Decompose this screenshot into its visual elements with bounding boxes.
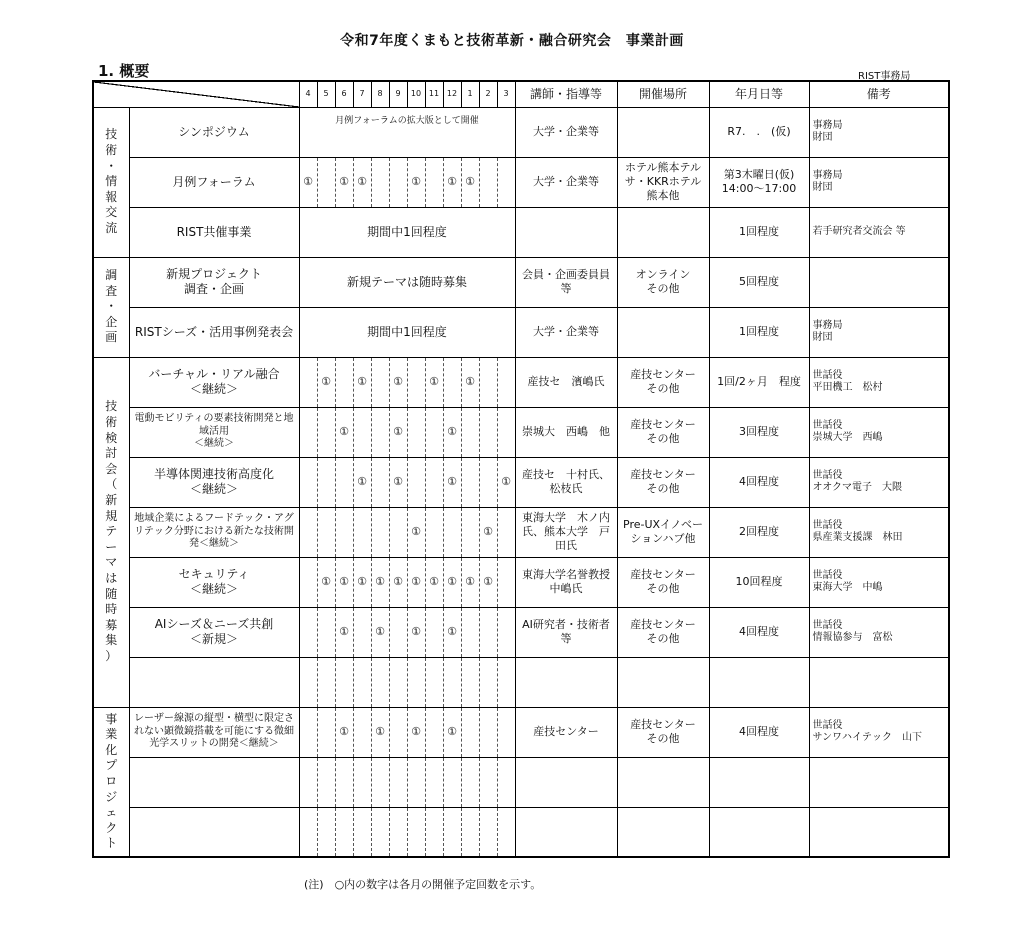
instructor-cell <box>515 207 617 257</box>
schedule-span: 新規テーマは随時募集 <box>299 257 515 307</box>
meeting-count-mark: ① <box>321 374 331 388</box>
remarks-header: 備考 <box>809 81 949 107</box>
instructor-cell: 大学・企業等 <box>515 107 617 157</box>
month-cell <box>407 707 425 757</box>
month-cell <box>461 707 479 757</box>
month-cell <box>299 557 317 607</box>
venue-cell: オンライン その他 <box>617 257 709 307</box>
empty-row <box>93 657 949 707</box>
date-cell: 第3木曜日(仮) 14:00～17:00 <box>709 157 809 207</box>
item-name <box>129 757 299 807</box>
month-cell <box>353 357 371 407</box>
month-cell <box>317 507 335 557</box>
venue-cell <box>617 757 709 807</box>
plan-row <box>93 207 949 257</box>
month-cell <box>389 557 407 607</box>
instructor-cell <box>515 657 617 707</box>
month-header: 3 <box>497 81 515 107</box>
month-cell <box>407 557 425 607</box>
month-cell <box>407 357 425 407</box>
meeting-count-mark: ① <box>411 174 421 188</box>
date-cell: 1回程度 <box>709 307 809 357</box>
month-cell <box>443 457 461 507</box>
schedule-span: 期間中1回程度 <box>299 207 515 257</box>
remarks-cell: 世話役 崇城大学 西嶋 <box>809 407 949 457</box>
instructor-cell: 崇城大 西嶋 他 <box>515 407 617 457</box>
month-cell <box>317 357 335 407</box>
month-cell <box>407 657 425 707</box>
month-cell <box>479 357 497 407</box>
meeting-count-mark: ① <box>321 574 331 588</box>
month-cell <box>335 807 353 857</box>
month-cell <box>497 507 515 557</box>
meeting-count-mark: ① <box>483 574 493 588</box>
item-name: 電動モビリティの要素技術開発と地域活用 ＜継続＞ <box>129 407 299 457</box>
group-label: 調 査 ・ 企 画 <box>93 257 129 357</box>
month-cell <box>443 407 461 457</box>
venue-cell: 産技センター その他 <box>617 607 709 657</box>
plan-row <box>93 107 949 157</box>
document-title: 令和7年度くまもと技術革新・融合研究会 事業計画 <box>340 33 684 49</box>
month-cell <box>497 457 515 507</box>
instructor-cell: 産技セ 十村氏、松枝氏 <box>515 457 617 507</box>
plan-table <box>92 80 950 858</box>
month-cell <box>353 657 371 707</box>
remarks-cell <box>809 257 949 307</box>
date-cell: 1回/2ヶ月 程度 <box>709 357 809 407</box>
month-cell <box>497 807 515 857</box>
month-cell <box>407 507 425 557</box>
item-name: バーチャル・リアル融合 ＜継続＞ <box>129 357 299 407</box>
month-cell <box>443 807 461 857</box>
month-cell <box>335 457 353 507</box>
empty-row <box>93 807 949 857</box>
venue-cell: 産技センター その他 <box>617 707 709 757</box>
month-cell <box>371 657 389 707</box>
meeting-count-mark: ① <box>447 474 457 488</box>
month-header: 7 <box>353 81 371 107</box>
date-cell: 3回程度 <box>709 407 809 457</box>
month-cell <box>389 457 407 507</box>
venue-cell: 産技センター その他 <box>617 557 709 607</box>
venue-cell: 産技センター その他 <box>617 457 709 507</box>
month-cell <box>335 757 353 807</box>
month-cell <box>299 457 317 507</box>
item-name: 月例フォーラム <box>129 157 299 207</box>
remarks-cell: 世話役 平田機工 松村 <box>809 357 949 407</box>
footnote: (注) ○内の数字は各月の開催予定回数を示す。 <box>304 878 542 891</box>
meeting-count-mark: ① <box>357 474 367 488</box>
meeting-count-mark: ① <box>339 574 349 588</box>
meeting-count-mark: ① <box>483 524 493 538</box>
meeting-count-mark: ① <box>375 624 385 638</box>
month-cell <box>353 707 371 757</box>
date-header: 年月日等 <box>709 81 809 107</box>
meeting-count-mark: ① <box>465 174 475 188</box>
venue-cell <box>617 307 709 357</box>
month-cell <box>389 157 407 207</box>
month-cell <box>389 707 407 757</box>
meeting-count-mark: ① <box>375 574 385 588</box>
month-cell <box>497 407 515 457</box>
month-cell <box>353 157 371 207</box>
month-header: 8 <box>371 81 389 107</box>
meeting-count-mark: ① <box>447 574 457 588</box>
date-cell: 5回程度 <box>709 257 809 307</box>
month-cell <box>299 607 317 657</box>
month-cell <box>497 357 515 407</box>
meeting-count-mark: ① <box>465 574 475 588</box>
meeting-count-mark: ① <box>393 474 403 488</box>
date-cell: 4回程度 <box>709 707 809 757</box>
month-cell <box>317 557 335 607</box>
month-cell <box>371 807 389 857</box>
month-cell <box>407 607 425 657</box>
month-cell <box>425 707 443 757</box>
month-cell <box>317 457 335 507</box>
meeting-count-mark: ① <box>411 574 421 588</box>
month-cell <box>317 757 335 807</box>
remarks-cell: 世話役 サンワハイテック 山下 <box>809 707 949 757</box>
meeting-count-mark: ① <box>447 724 457 738</box>
remarks-cell <box>809 657 949 707</box>
month-cell <box>371 357 389 407</box>
month-header: 6 <box>335 81 353 107</box>
month-cell <box>425 607 443 657</box>
month-cell <box>299 507 317 557</box>
plan-row <box>93 157 949 207</box>
plan-row <box>93 507 949 557</box>
item-name: 地域企業によるフードテック・アグリテック分野における新たな技術開発＜継続＞ <box>129 507 299 557</box>
month-cell <box>443 357 461 407</box>
month-cell <box>425 507 443 557</box>
month-cell <box>335 607 353 657</box>
month-cell <box>371 157 389 207</box>
meeting-count-mark: ① <box>429 574 439 588</box>
meeting-count-mark: ① <box>447 174 457 188</box>
month-cell <box>299 757 317 807</box>
month-cell <box>425 807 443 857</box>
month-cell <box>479 657 497 707</box>
month-cell <box>335 657 353 707</box>
instructor-cell: AI研究者・技術者等 <box>515 607 617 657</box>
meeting-count-mark: ① <box>339 424 349 438</box>
month-cell <box>299 407 317 457</box>
meeting-count-mark: ① <box>411 724 421 738</box>
month-cell <box>299 357 317 407</box>
date-cell: 2回程度 <box>709 507 809 557</box>
remarks-cell: 世話役 オオクマ電子 大隈 <box>809 457 949 507</box>
date-cell <box>709 657 809 707</box>
month-cell <box>389 757 407 807</box>
meeting-count-mark: ① <box>411 524 421 538</box>
venue-header: 開催場所 <box>617 81 709 107</box>
remarks-cell: 事務局 財団 <box>809 157 949 207</box>
remarks-cell: 世話役 情報協参与 富松 <box>809 607 949 657</box>
month-cell <box>497 657 515 707</box>
meeting-count-mark: ① <box>411 624 421 638</box>
remarks-cell: 世話役 東海大学 中嶋 <box>809 557 949 607</box>
venue-cell <box>617 107 709 157</box>
month-cell <box>389 607 407 657</box>
month-cell <box>407 457 425 507</box>
month-cell <box>479 607 497 657</box>
instructor-header: 講師・指導等 <box>515 81 617 107</box>
meeting-count-mark: ① <box>501 474 511 488</box>
instructor-cell: 大学・企業等 <box>515 307 617 357</box>
meeting-count-mark: ① <box>429 374 439 388</box>
month-header: 11 <box>425 81 443 107</box>
plan-row <box>93 407 949 457</box>
month-cell <box>299 657 317 707</box>
item-name: レーザー線源の縦型・横型に限定されない顕微鏡搭載を可能にする微細光学スリットの開発＜継続＞ <box>129 707 299 757</box>
month-cell <box>335 707 353 757</box>
month-cell <box>497 157 515 207</box>
instructor-cell <box>515 807 617 857</box>
meeting-count-mark: ① <box>339 174 349 188</box>
month-cell <box>335 507 353 557</box>
schedule-span: 期間中1回程度 <box>299 307 515 357</box>
month-cell <box>353 807 371 857</box>
month-cell <box>425 757 443 807</box>
venue-cell <box>617 207 709 257</box>
venue-cell <box>617 657 709 707</box>
meeting-count-mark: ① <box>375 724 385 738</box>
month-cell <box>389 407 407 457</box>
month-cell <box>461 357 479 407</box>
month-cell <box>461 407 479 457</box>
group-label: 事 業 化 プ ロ ジ ェ ク ト <box>93 707 129 857</box>
item-name <box>129 657 299 707</box>
month-cell <box>371 457 389 507</box>
month-cell <box>299 707 317 757</box>
remarks-cell: 世話役 県産業支援課 林田 <box>809 507 949 557</box>
group-label: 技 術 ・ 情 報 交 流 <box>93 107 129 257</box>
month-cell <box>353 457 371 507</box>
plan-row <box>93 307 949 357</box>
month-cell <box>353 557 371 607</box>
item-name: RIST共催事業 <box>129 207 299 257</box>
month-cell <box>371 507 389 557</box>
month-cell <box>461 757 479 807</box>
month-cell <box>479 807 497 857</box>
month-cell <box>335 407 353 457</box>
month-cell <box>443 657 461 707</box>
month-cell <box>479 407 497 457</box>
venue-cell: 産技センター その他 <box>617 407 709 457</box>
month-cell <box>479 707 497 757</box>
month-cell <box>371 607 389 657</box>
meeting-count-mark: ① <box>339 724 349 738</box>
month-cell <box>425 557 443 607</box>
month-cell <box>317 407 335 457</box>
month-cell <box>407 757 425 807</box>
month-cell <box>335 157 353 207</box>
month-cell <box>317 807 335 857</box>
month-header: 9 <box>389 81 407 107</box>
instructor-cell: 東海大学 木ノ内氏、熊本大学 戸田氏 <box>515 507 617 557</box>
month-cell <box>479 457 497 507</box>
month-cell <box>299 807 317 857</box>
month-cell <box>299 157 317 207</box>
month-cell <box>443 707 461 757</box>
date-cell: 1回程度 <box>709 207 809 257</box>
month-cell <box>389 657 407 707</box>
month-cell <box>389 507 407 557</box>
month-cell <box>443 607 461 657</box>
item-name: 半導体関連技術高度化 ＜継続＞ <box>129 457 299 507</box>
remarks-cell <box>809 757 949 807</box>
month-cell <box>479 557 497 607</box>
month-header: 12 <box>443 81 461 107</box>
month-cell <box>461 507 479 557</box>
remarks-cell: 事務局 財団 <box>809 307 949 357</box>
item-name: 新規プロジェクト 調査・企画 <box>129 257 299 307</box>
header-row <box>93 81 949 107</box>
meeting-count-mark: ① <box>357 574 367 588</box>
month-cell <box>425 657 443 707</box>
month-cell <box>461 557 479 607</box>
month-cell <box>353 757 371 807</box>
month-cell <box>497 757 515 807</box>
month-header: 1 <box>461 81 479 107</box>
month-cell <box>407 407 425 457</box>
empty-row <box>93 757 949 807</box>
month-cell <box>335 557 353 607</box>
month-cell <box>335 357 353 407</box>
group-label: 技 術 検 討 会 （ 新 規 テ ー マ は 随 時 募 集 ） <box>93 357 129 707</box>
month-cell <box>425 407 443 457</box>
instructor-cell <box>515 757 617 807</box>
month-cell <box>371 757 389 807</box>
month-cell <box>425 357 443 407</box>
month-cell <box>371 707 389 757</box>
month-cell <box>317 707 335 757</box>
venue-cell: Pre-UXイノベーションハブ他 <box>617 507 709 557</box>
month-cell <box>371 557 389 607</box>
month-cell <box>461 607 479 657</box>
plan-row <box>93 257 949 307</box>
meeting-count-mark: ① <box>357 374 367 388</box>
item-name: AIシーズ＆ニーズ共創 ＜新規＞ <box>129 607 299 657</box>
date-cell: 4回程度 <box>709 607 809 657</box>
month-cell <box>479 507 497 557</box>
month-header: 10 <box>407 81 425 107</box>
instructor-cell: 産技セ 濱嶋氏 <box>515 357 617 407</box>
date-cell: 4回程度 <box>709 457 809 507</box>
plan-row <box>93 557 949 607</box>
instructor-cell: 大学・企業等 <box>515 157 617 207</box>
month-cell <box>389 357 407 407</box>
month-cell <box>353 407 371 457</box>
meeting-count-mark: ① <box>303 174 313 188</box>
date-cell: 10回程度 <box>709 557 809 607</box>
month-cell <box>371 407 389 457</box>
item-name: シンポジウム <box>129 107 299 157</box>
month-cell <box>443 757 461 807</box>
item-name <box>129 807 299 857</box>
item-name: セキュリティ ＜継続＞ <box>129 557 299 607</box>
month-header: 5 <box>317 81 335 107</box>
office-label: RIST事務局 <box>858 71 911 82</box>
month-cell <box>443 557 461 607</box>
month-cell <box>497 557 515 607</box>
meeting-count-mark: ① <box>465 374 475 388</box>
month-header: 4 <box>299 81 317 107</box>
month-cell <box>479 157 497 207</box>
meeting-count-mark: ① <box>393 574 403 588</box>
date-cell <box>709 807 809 857</box>
month-header: 2 <box>479 81 497 107</box>
month-cell <box>353 607 371 657</box>
plan-row <box>93 457 949 507</box>
month-cell <box>317 157 335 207</box>
meeting-count-mark: ① <box>339 624 349 638</box>
meeting-count-mark: ① <box>393 424 403 438</box>
month-cell <box>317 657 335 707</box>
meeting-count-mark: ① <box>357 174 367 188</box>
plan-row <box>93 607 949 657</box>
month-cell <box>479 757 497 807</box>
date-cell: R7. . (仮) <box>709 107 809 157</box>
section-heading: 1. 概要 <box>98 62 150 80</box>
month-cell <box>425 457 443 507</box>
schedule-span: 月例フォーラムの拡大版として開催 <box>299 107 515 157</box>
month-cell <box>443 157 461 207</box>
venue-cell: ホテル熊本テルサ・KKRホテル熊本他 <box>617 157 709 207</box>
month-cell <box>461 657 479 707</box>
month-cell <box>317 607 335 657</box>
remarks-cell <box>809 807 949 857</box>
month-cell <box>497 707 515 757</box>
meeting-count-mark: ① <box>447 624 457 638</box>
month-cell <box>461 807 479 857</box>
venue-cell: 産技センター その他 <box>617 357 709 407</box>
remarks-cell: 事務局 財団 <box>809 107 949 157</box>
meeting-count-mark: ① <box>447 424 457 438</box>
month-cell <box>407 157 425 207</box>
month-cell <box>425 157 443 207</box>
plan-row <box>93 707 949 757</box>
meeting-count-mark: ① <box>393 374 403 388</box>
diagonal-header-cell <box>93 81 299 107</box>
venue-cell <box>617 807 709 857</box>
month-cell <box>461 157 479 207</box>
month-cell <box>443 507 461 557</box>
plan-row <box>93 357 949 407</box>
month-cell <box>461 457 479 507</box>
month-cell <box>389 807 407 857</box>
date-cell <box>709 757 809 807</box>
instructor-cell: 産技センター <box>515 707 617 757</box>
month-cell <box>407 807 425 857</box>
item-name: RISTシーズ・活用事例発表会 <box>129 307 299 357</box>
instructor-cell: 会員・企画委員員等 <box>515 257 617 307</box>
month-cell <box>353 507 371 557</box>
remarks-cell: 若手研究者交流会 等 <box>809 207 949 257</box>
instructor-cell: 東海大学名誉教授 中嶋氏 <box>515 557 617 607</box>
month-cell <box>497 607 515 657</box>
